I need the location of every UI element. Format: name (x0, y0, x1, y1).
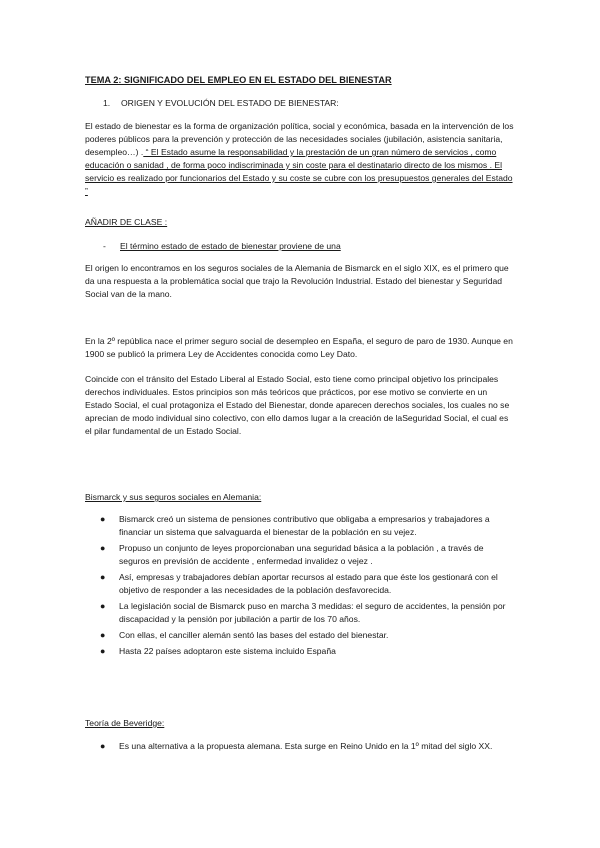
list-item-text: Hasta 22 países adoptaron este sistema incluido España (119, 646, 336, 656)
paragraph-republica: En la 2º república nace el primer seguro social de desempleo en España, el seguro de paro de 1930. Aunque en 1900 se publicó la primera Ley de Accidentes conocida como Ley Dato. (85, 336, 513, 359)
bullet-icon: ● (100, 572, 106, 582)
intro-paragraph (85, 120, 515, 198)
beveridge-heading: Teoría de Beveridge: (85, 718, 165, 728)
list-item-text: Es una alternativa a la propuesta alemana. Esta surge en Reino Unido en la 1º mitad del siglo XX. (119, 741, 493, 751)
list-item (85, 513, 515, 539)
bullet-icon: ● (100, 741, 106, 751)
document-title: TEMA 2: SIGNIFICADO DEL EMPLEO EN EL ESTADO DEL BIENESTAR (85, 75, 392, 85)
list-item-text: Con ellas, el canciller alemán sentó las bases del estado del bienestar. (119, 630, 389, 640)
paragraph-coincide: Coincide con el tránsito del Estado Liberal al Estado Social, esto tiene como principal objetivo los principales derechos individuales. Estos principios son más teóricos que prácticos, por ese motivo se convierte en un Estado Social, el cual protagoniza el Estado del Bienestar, donde aparecen derechos sociales, los cuales no se aprecian de modo individual sino colectivo, con ello damos lugar a la creación de laSeguridad Social, el cual es el pilar fundamental de un Estado Social. (85, 374, 510, 436)
bullet-icon: ● (100, 630, 106, 640)
bullet-icon: ● (100, 646, 106, 656)
list-item (85, 629, 515, 642)
section-heading-origen (103, 97, 533, 110)
beveridge-bullet-list (85, 740, 515, 756)
list-item-text: Bismarck creó un sistema de pensiones contributivo que obligaba a empresarios y trabajadores a financiar un sistema que salvaguarda el bienestar de la población en su vejez. (119, 514, 490, 537)
bismarck-bullet-list (85, 513, 515, 661)
section-label: ORIGEN Y EVOLUCIÓN DEL ESTADO DE BIENESTAR: (121, 98, 339, 108)
list-item (85, 645, 515, 658)
dash-marker: - (103, 241, 106, 251)
list-item-text: Así, empresas y trabajadores debían aportar recursos al estado para que éste los gestionará con el objetivo de responder a las necesidades de la población desfavorecida. (119, 572, 498, 595)
list-item (85, 542, 515, 568)
list-item-text: Propuso un conjunto de leyes proporcionaban una seguridad básica a la población , a través de seguros en previsión de accidente , enfermedad invalidez o vejez . (119, 543, 484, 566)
bismarck-heading: Bismarck y sus seguros sociales en Alemania: (85, 492, 262, 502)
paragraph-origen: El origen lo encontramos en los seguros sociales de la Alemania de Bismarck en el siglo XIX, es el primero que da una respuesta a la problemática social que trajo la Revolución Industrial. Estado del bienestar y Seguridad Social van de la mano. (85, 263, 509, 299)
intro-plain-text: El estado de bienestar es la forma de organización política, social y económica, basada en la intervención de los poderes públicos para la prevención y protección de las necesidades sociales (jubilación, asistencia sanitaria, desempleo…) . (85, 121, 514, 157)
dash-list-item (103, 240, 533, 253)
dash-item-text: El término estado de estado de bienestar proviene de una (120, 241, 341, 251)
bullet-icon: ● (100, 601, 106, 611)
section-number: 1. (103, 98, 111, 108)
list-item (85, 740, 515, 753)
bullet-icon: ● (100, 514, 106, 524)
intro-underlined-quote: “ El Estado asume la responsabilidad y la prestación de un gran número de servicios , como educación o sanidad , de forma poco indiscriminada y sin coste para el destinatario directo de los mismos . El servicio es realizado por funcionarios del Estado y su coste se cubre con los presupuestos generales del Estado ” (85, 147, 513, 196)
list-item (85, 600, 515, 626)
bullet-icon: ● (100, 543, 106, 553)
list-item (85, 571, 515, 597)
anadir-heading: AÑADIR DE CLASE : (85, 217, 168, 227)
list-item-text: La legislación social de Bismarck puso en marcha 3 medidas: el seguro de accidentes, la pensión por discapacidad y la pensión por jubilación a partir de los 70 años. (119, 601, 506, 624)
